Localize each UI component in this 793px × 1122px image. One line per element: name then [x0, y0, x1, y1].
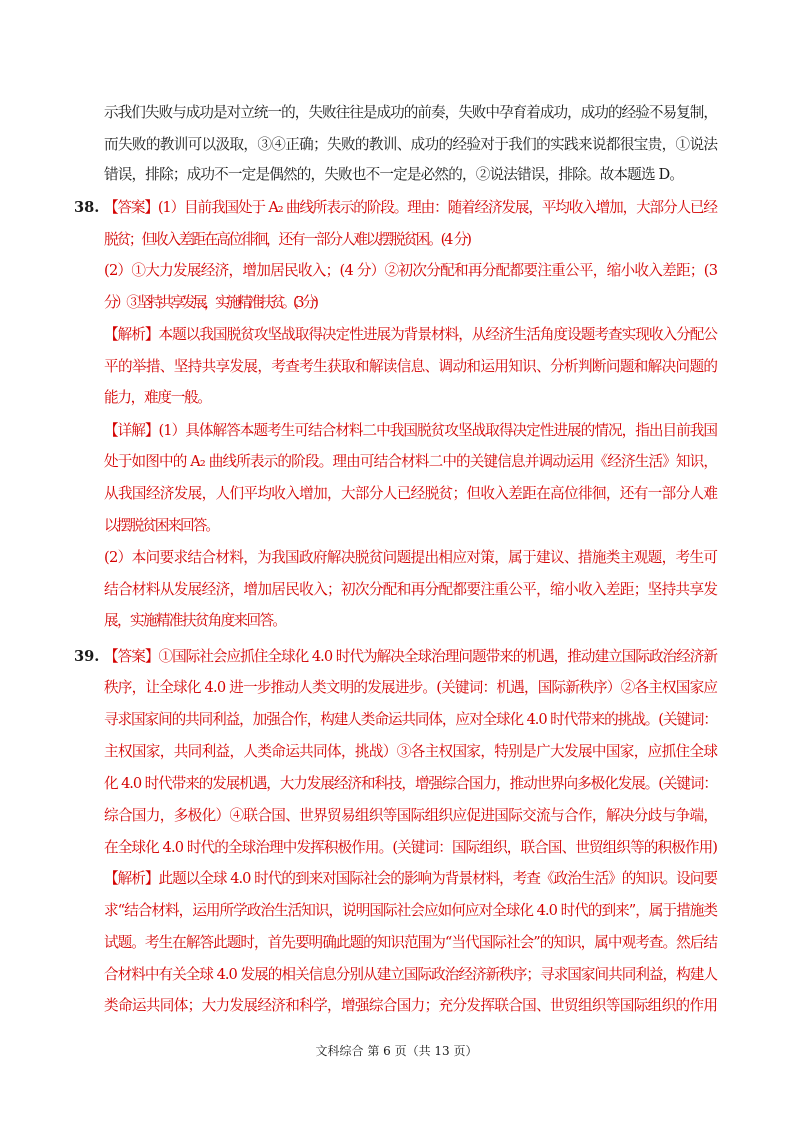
text-line: 分）③坚持共享发展，实施精准扶贫。(3 分): [104, 294, 316, 311]
text-line: 错误，排除；成功不一定是偶然的，失败也不一定是必然的，②说法错误，排除。故本题选 D。: [104, 166, 684, 183]
text-line: 结合材料从发展经济，增加居民收入；初次分配和再分配都要注重公平，缩小收入差距；坚持共享发: [104, 581, 718, 598]
text-line: 类命运共同体；大力发展经济和科学，增强综合国力；充分发挥联合国、世贸组织等国际组织的作用: [104, 997, 718, 1014]
text-line: 综合国力，多极化）④联合国、世界贸易组织等国际组织应促进国际交流与合作，解决分歧与争端，: [104, 807, 718, 824]
text-line: 从我国经济发展，人们平均收入增加，大部分人已经脱贫；但收入差距在高位徘徊，还有一部分人难: [104, 485, 718, 502]
text-line: 而失败的教训可以汲取，③④正确；失败的教训、成功的经验对于我们的实践来说都很宝贵，①说法: [104, 136, 718, 153]
question-number: 39.: [74, 648, 100, 665]
question-number: 38.: [74, 199, 100, 216]
text-line: 脱贫；但收入差距在高位徘徊，还有一部分人难以摆脱贫困。(4 分): [104, 231, 470, 248]
text-line: 【解析】此题以全球 4.0 时代的到来对国际社会的影响为背景材料，考查《政治生活》的知识。设问要: [104, 870, 718, 887]
text-line: 秩序，让全球化 4.0 进一步推动人类文明的发展进步。(关键词：机遇，国际新秩序）②各主权国家应: [104, 679, 718, 696]
text-line: 寻求国家间的共同利益，加强合作，构建人类命运共同体，应对全球化 4.0 时代带来的挑战。(关键词：: [104, 711, 717, 728]
text-line: 处于如图中的 A₂ 曲线所表示的阶段。理由可结合材料二中的关键信息并调动运用《经济生活》知识，: [104, 453, 718, 470]
text-line: (2）①大力发展经济，增加居民收入；(4 分）②初次分配和再分配都要注重公平，缩小收入差距；(3: [104, 262, 718, 279]
text-line: 示我们失败与成功是对立统一的，失败往往是成功的前奏，失败中孕育着成功，成功的经验不易复制，: [104, 104, 718, 121]
text-line: 能力，难度一般。: [104, 389, 211, 406]
text-line: 展，实施精准扶贫角度来回答。: [104, 612, 286, 629]
text-line: 试题。考生在解答此题时，首先要明确此题的知识范围为“当代国际社会”的知识，属中观考查。然后结: [104, 934, 718, 951]
text-line: (2）本问要求结合材料，为我国政府解决脱贫问题提出相应对策，属于建议、措施类主观题，考生可: [104, 549, 718, 566]
text-line: 【答案】①国际社会应抓住全球化 4.0 时代为解决全球治理问题带来的机遇，推动建立国际政治经济新: [104, 648, 718, 665]
page-footer: 文科综合 第 6 页（共 13 页）: [315, 1044, 478, 1058]
text-line: 求“结合材料，运用所学政治生活知识，说明国际社会应如何应对全球化 4.0 时代的到来”，属于措施类: [104, 902, 718, 919]
text-line: 平的举措、坚持共享发展，考查考生获取和解读信息、调动和运用知识、分析判断问题和解决问题的: [104, 358, 718, 375]
text-line: 主权国家，共同利益，人类命运共同体，挑战）③各主权国家，特别是广大发展中国家，应抓住全球: [104, 743, 718, 760]
text-line: 以摆脱贫困来回答。: [104, 517, 219, 534]
text-line: 【答案】(1）目前我国处于 A₂ 曲线所表示的阶段。理由：随着经济发展，平均收入增加，大部分人已经: [104, 199, 717, 216]
text-line: 合材料中有关全球 4.0 发展的相关信息分别从建立国际政治经济新秩序；寻求国家间共同利益，构建人: [104, 966, 718, 983]
text-line: 【详解】(1）具体解答本题考生可结合材料二中我国脱贫攻坚战取得决定性进展的情况，指出目前我国: [104, 422, 718, 439]
text-line: 【解析】本题以我国脱贫攻坚战取得决定性进展为背景材料，从经济生活角度设题考查实现收入分配公: [104, 326, 718, 343]
text-line: 在全球化 4.0 时代的全球治理中发挥积极作用。(关键词：国际组织，联合国、世贸组织等的积极作用): [104, 839, 718, 856]
text-line: 化 4.0 时代带来的发展机遇，大力发展经济和科技，增强综合国力，推动世界向多极化发展。(关键词：: [104, 775, 717, 792]
